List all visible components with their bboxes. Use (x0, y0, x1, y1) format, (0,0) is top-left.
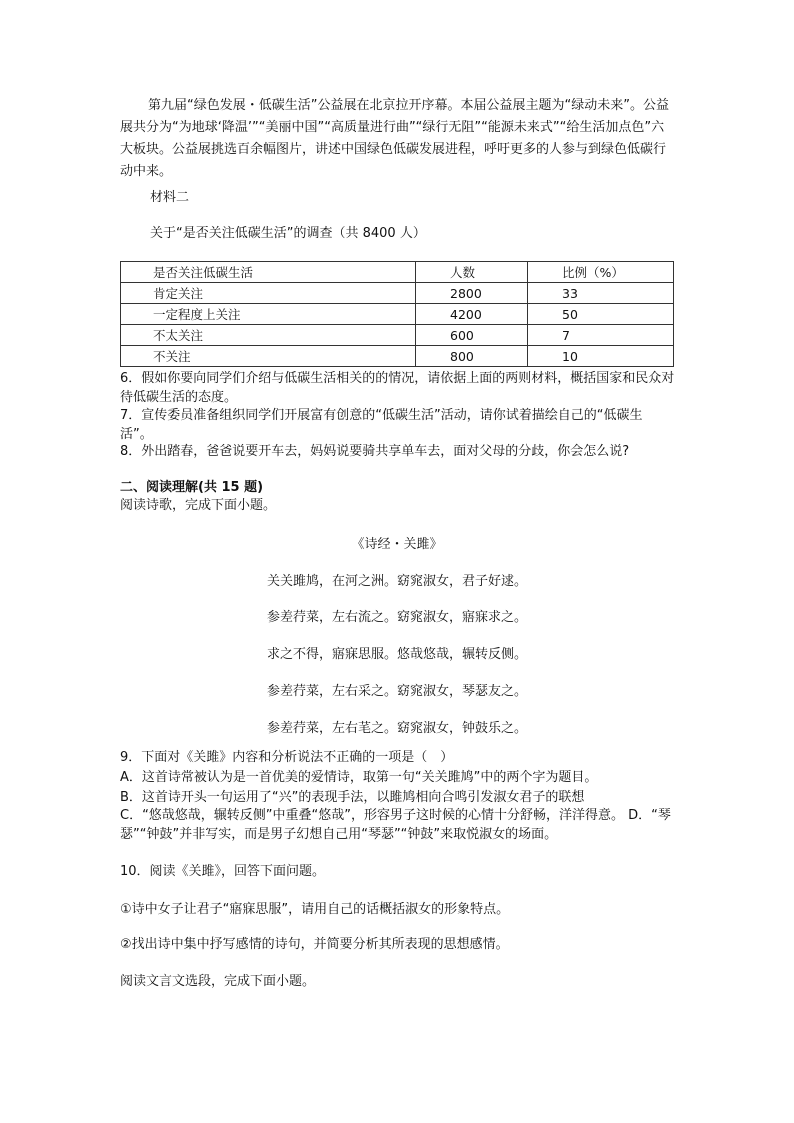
question-6: 6．假如你要向同学们介绍与低碳生活相关的的情况，请依据上面的两则材料，概括国家和民众对待低碳生活的态度。 (120, 371, 675, 405)
poem-line: 参差荇菜，左右芼之。窈窕淑女，钟鼓乐之。 (266, 721, 527, 736)
table-header-cell: 人数 (416, 262, 528, 283)
question-7: 7．宣传委员准备组织同学们开展富有创意的“低碳生活”活动，请你试着描绘自己的“低碳生活”。 (120, 408, 643, 442)
table-cell: 10 (528, 346, 674, 367)
question-10-part-1: ①诗中女子让君子“寤寐思服”，请用自己的话概括淑女的形象特点。 (120, 902, 510, 917)
table-header-cell: 比例（%） (528, 262, 674, 283)
table-cell: 33 (528, 283, 674, 304)
poem-line: 求之不得，寤寐思服。悠哉悠哉，辗转反侧。 (266, 647, 527, 662)
question-10: 10．阅读《关雎》，回答下面问题。 (120, 864, 326, 879)
question-10-part-2: ②找出诗中集中抒写感情的诗句，并简要分析其所表现的思想感情。 (120, 937, 509, 952)
survey-table (120, 261, 674, 367)
table-cell: 2800 (416, 283, 528, 304)
question-9: 9．下面对《关雎》内容和分析说法不正确的一项是（ ） (120, 750, 454, 765)
material1-paragraph: 第九届“绿色发展・低碳生活”公益展在北京拉开序幕。本届公益展主题为“绿动未来”。公益展共分为“为地球‘降温’”“美丽中国”“高质量进行曲”“绿行无阻”“能源未来式”“给生活加点色”六大板块。公益展挑选百余幅图片，讲述中国绿色低碳发展进程，呼吁更多的人参与到绿色低碳行动中来。 (120, 98, 669, 179)
question-9-options-c-d: C．“悠哉悠哉，辗转反侧”中重叠“悠哉”，形容男子这时候的心情十分舒畅，洋洋得意。 D．“琴瑟”“钟鼓”并非写实，而是男子幻想自己用“琴瑟”“钟鼓”来取悦淑女的场面。 (120, 808, 671, 842)
section-instruction: 阅读诗歌，完成下面小题。 (120, 498, 277, 513)
table-row (121, 304, 674, 325)
question-9-option-b: B．这首诗开头一句运用了“兴”的表现手法，以雎鸠相向合鸣引发淑女君子的联想 (120, 790, 585, 805)
poem-line: 参差荇菜，左右采之。窈窕淑女，琴瑟友之。 (266, 684, 527, 699)
table-row (121, 325, 674, 346)
table-cell: 600 (416, 325, 528, 346)
question-9-option-a: A．这首诗常被认为是一首优美的爱情诗，取第一句“关关雎鸠”中的两个字为题目。 (120, 770, 598, 785)
table-row (121, 346, 674, 367)
poem-line: 参差荇菜，左右流之。窈窕淑女，寤寐求之。 (266, 610, 527, 625)
survey-title: 关于“是否关注低碳生活”的调查（共 8400 人） (150, 226, 426, 241)
poem-line: 关关雎鸠，在河之洲。窈窕淑女，君子好逑。 (266, 574, 527, 589)
table-cell: 800 (416, 346, 528, 367)
section-heading: 二、阅读理解(共 15 题) (120, 480, 264, 495)
table-cell: 不关注 (121, 346, 416, 367)
table-cell: 一定程度上关注 (121, 304, 416, 325)
table-cell: 4200 (416, 304, 528, 325)
next-instruction: 阅读文言文选段，完成下面小题。 (120, 974, 316, 989)
table-header-cell: 是否关注低碳生活 (121, 262, 416, 283)
table-cell: 不太关注 (121, 325, 416, 346)
poem-title: 《诗经・关雎》 (351, 537, 443, 552)
material2-heading: 材料二 (150, 190, 190, 205)
table-cell: 肯定关注 (121, 283, 416, 304)
table-cell: 50 (528, 304, 674, 325)
question-8: 8．外出踏春，爸爸说要开车去，妈妈说要骑共享单车去，面对父母的分歧，你会怎么说? (120, 444, 630, 459)
table-cell: 7 (528, 325, 674, 346)
table-header-row (121, 262, 674, 283)
table-row (121, 283, 674, 304)
